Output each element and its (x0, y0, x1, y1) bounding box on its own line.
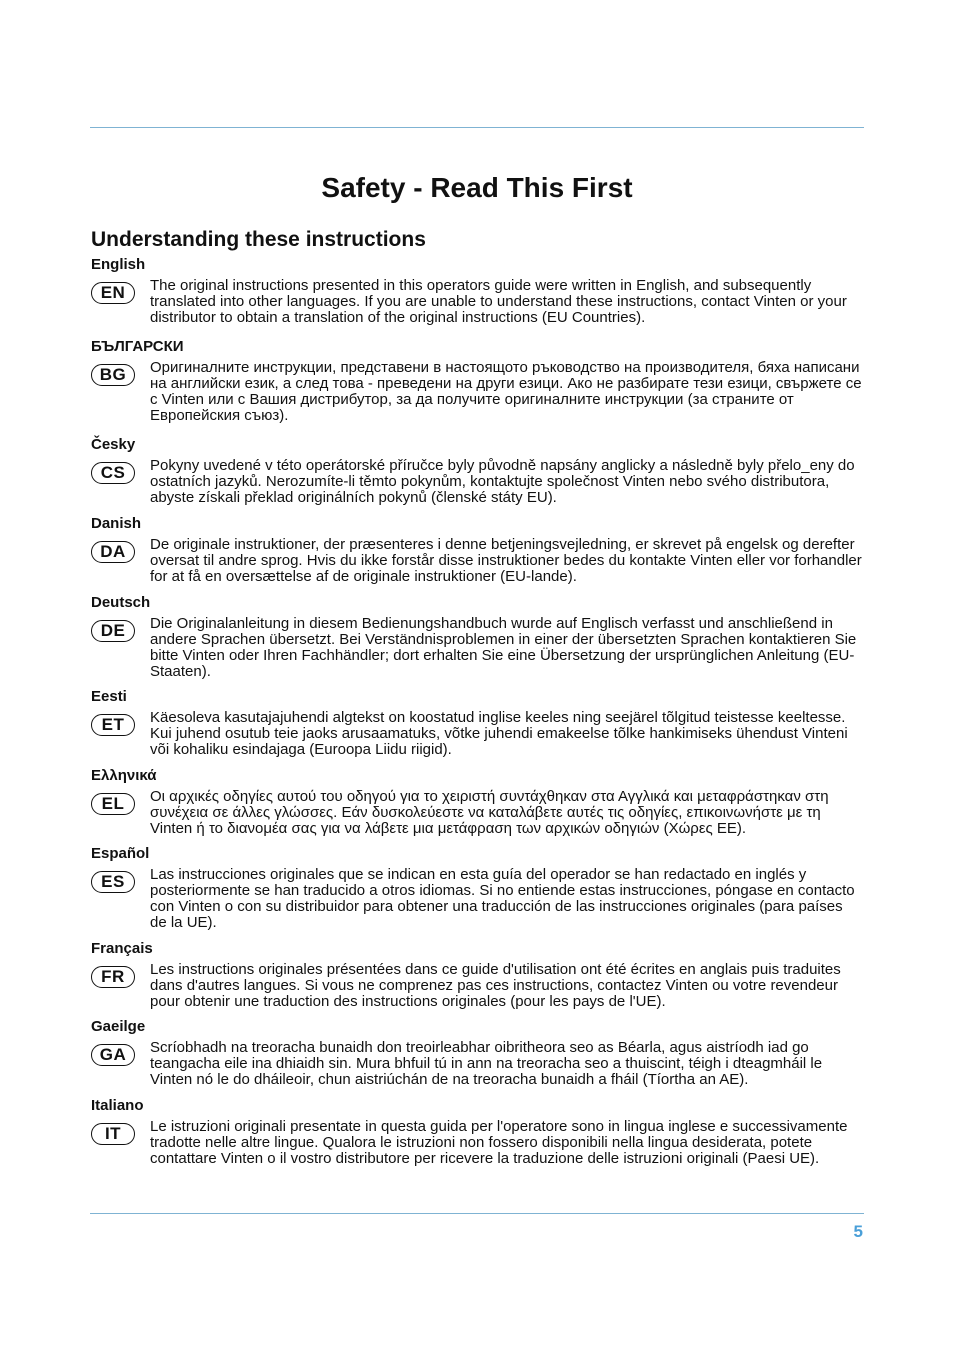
language-block-es (91, 845, 863, 940)
language-code-badge: DA (91, 541, 135, 563)
language-name: Español (91, 845, 150, 862)
language-code-badge: FR (91, 966, 135, 988)
language-instructions-text: The original instructions presented in this operators guide were written in English, and subsequently translated into other languages. If you are unable to understand these instructions, contact Vinten or your distributor to obtain a translation of the original instructions (EU Countries). (150, 277, 847, 326)
language-instructions-text: Scríobhadh na treoracha bunaidh don treoirleabhar oibritheora seo as Béarla, agus aistríodh iad go teangacha eile ina dhiaidh sin. Mura bhfuil tú in ann na treoracha seo a thuiscint, téigh i dteagmháil le Vinten nó le do dháileoir, chun aistriúchán de na treoracha bunaidh a fháil (Tíortha an AE). (150, 1039, 823, 1088)
language-instructions-text: Les instructions originales présentées dans ce guide d'utilisation ont été écrites en anglais puis traduites dans d'autres langues. Si vous ne comprenez pas ces instructions, contactez Vinten ou votre revendeur pour obtenir une traduction des instructions originales (pour les pays de l'UE). (150, 961, 841, 1010)
language-instructions-text: Οι αρχικές οδηγίες αυτού του οδηγού για το χειριστή συντάχθηκαν στα Αγγλικά και μεταφράστηκαν στη συνέχεια σε άλλες γλώσσες. Εάν δυσκολεύεστε να καταλάβετε αυτές τις οδηγίες, επικοινωνήστε με τη Vinten ή το διανομέα σας για να λάβετε μια μετάφραση των αρχικών οδηγιών (Χώρες ΕΕ). (150, 788, 829, 837)
language-code-badge: ES (91, 871, 135, 893)
language-instructions-text: De originale instruktioner, der præsenteres i denne betjeningsvejledning, er skrevet på engelsk og derefter oversat til andre sprog. Hvis du ikke forstår disse instruktioner bedes du kontakte Vinten eller vor forhandler for at få en oversættelse af de originale instruktioner (EU-lande). (150, 536, 862, 585)
language-block-cs (91, 436, 863, 515)
language-name: Gaeilge (91, 1018, 146, 1035)
language-name: БЪЛГАРСКИ (91, 338, 184, 355)
language-block-bg (91, 338, 863, 436)
language-instructions-text: Оригиналните инструкции, представени в настоящото ръководство на производителя, бяха написани на английски език, а след това - преведени на други езици. Ако не разбирате тези езици, свържете се с Vinten или с Вашия дистрибутор, за да получите оригиналните инструкции (за страните от Европейския съюз). (150, 359, 862, 424)
top-divider (90, 127, 864, 128)
language-name: Deutsch (91, 594, 151, 611)
language-block-ga (91, 1018, 863, 1097)
language-code-badge: EL (91, 793, 135, 815)
language-code-badge: BG (91, 364, 135, 386)
language-block-it (91, 1097, 863, 1167)
language-instructions-text: Le istruzioni originali presentate in questa guida per l'operatore sono in lingua inglese e successivamente tradotte nelle altre lingue. Qualora le istruzioni non fossero disponibili nella lingua desiderata, potete contattare Vinten o il vostro distributore per ricevere la traduzione delle istruzioni originali (Paesi UE). (150, 1118, 848, 1167)
language-code-badge: DE (91, 620, 135, 642)
language-name: English (91, 256, 146, 273)
language-code-badge: GA (91, 1044, 135, 1066)
language-block-et (91, 688, 863, 767)
language-name: Italiano (91, 1097, 144, 1114)
language-block-da (91, 515, 863, 594)
language-instructions-text: Las instrucciones originales que se indican en esta guía del operador se han redactado en inglés y posteriormente se han traducido a otros idiomas. Si no entiende estas instrucciones, póngase en contacto con Vinten o con su distribuidor para obtener una traducción de las instrucciones originales (para países de la UE). (150, 866, 855, 931)
language-instructions-text: Pokyny uvedené v této operátorské příručce byly původně napsány anglicky a následně byly přelo_eny do ostatních jazyků. Nerozumíte-li těmto pokynům, kontaktujte společnost Vinten nebo svého distributora, abyste získali překlad originálních pokynů (členské státy EU). (150, 457, 855, 506)
language-code-badge: EN (91, 282, 135, 304)
language-name: Ελληνικά (91, 767, 157, 784)
language-code-badge: IT (91, 1123, 135, 1145)
page-number: 5 (853, 1222, 863, 1241)
language-instructions-text: Die Originalanleitung in diesem Bedienungshandbuch wurde auf Englisch verfasst und anschließend in andere Sprachen übersetzt. Bei Verständnisproblemen in einer der übersetzten Sprachen kontaktieren Sie bitte Vinten oder Ihren Fachhändler; dort erhalten Sie eine Übersetzung der ursprünglichen Anleitung (EU-Staaten). (150, 615, 857, 680)
language-block-en (91, 256, 863, 338)
language-name: Français (91, 940, 153, 957)
language-name: Česky (91, 436, 136, 453)
language-name: Danish (91, 515, 142, 532)
page-title: Safety - Read This First (321, 172, 633, 203)
language-block-de (91, 594, 863, 688)
language-list (91, 256, 863, 1167)
language-instructions-text: Käesoleva kasutajajuhendi algtekst on koostatud inglise keeles ning seejärel tõlgitud teistesse keeltesse. Kui juhend osutub teie jaoks arusaamatuks, võtke juhendi emakeelse tõlke hankimiseks ühendust Vinteni või kohaliku esindajaga (Euroopa Liidu riigid). (150, 709, 848, 758)
bottom-divider (90, 1213, 864, 1214)
language-block-fr (91, 940, 863, 1018)
language-code-badge: CS (91, 462, 135, 484)
language-name: Eesti (91, 688, 127, 705)
language-block-el (91, 767, 863, 845)
section-heading: Understanding these instructions (91, 228, 426, 251)
language-code-badge: ET (91, 714, 135, 736)
